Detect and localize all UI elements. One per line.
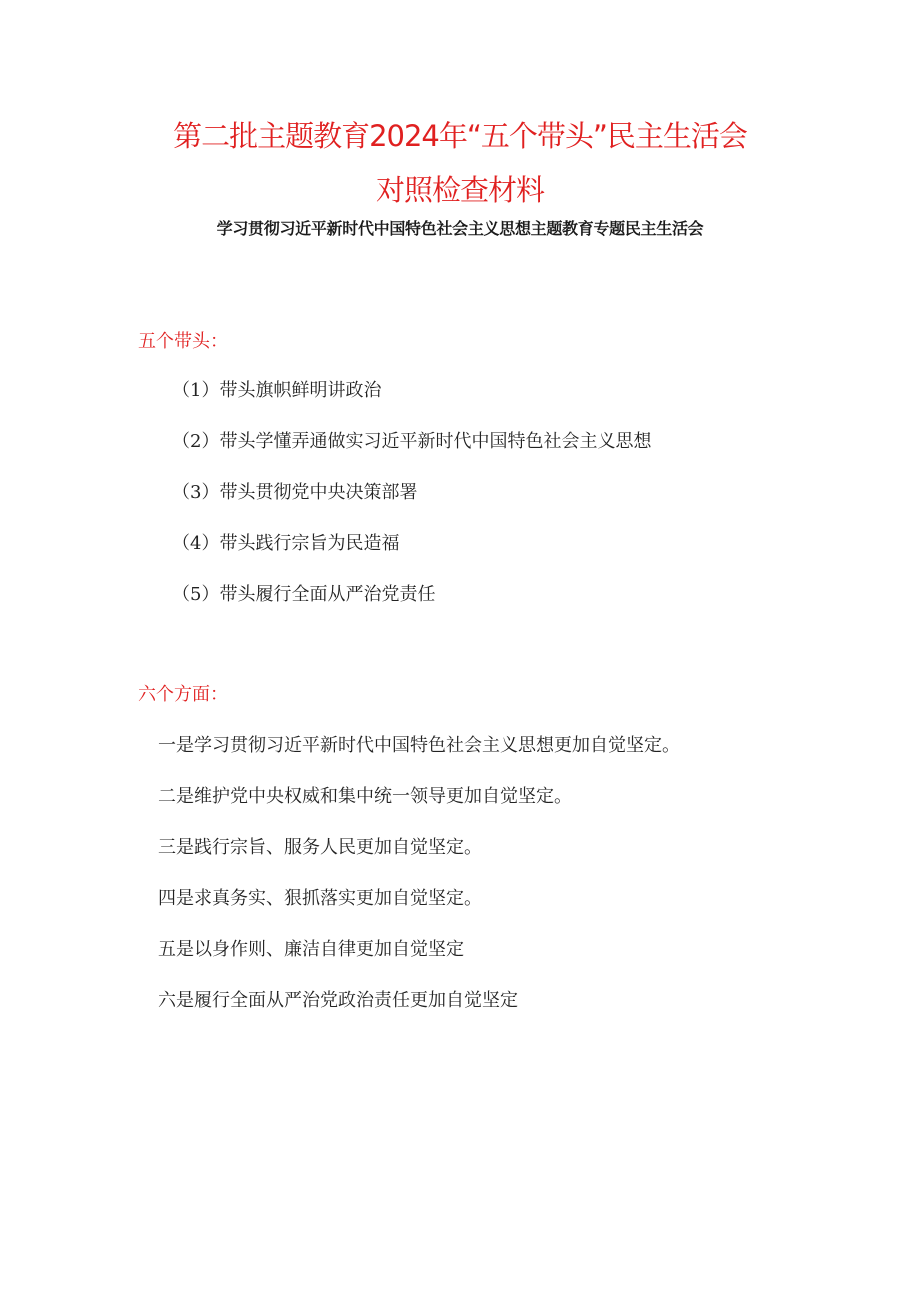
section-heading-five-leads: 五个带头： [138, 331, 228, 352]
aspect-item-2: 二是维护党中央权威和集中统一领导更加自觉坚定。 [158, 786, 572, 807]
aspect-item-5: 五是以身作则、廉洁自律更加自觉坚定 [158, 939, 464, 960]
aspect-item-4: 四是求真务实、狠抓落实更加自觉坚定。 [158, 888, 482, 909]
aspect-item-6: 六是履行全面从严治党政治责任更加自觉坚定 [158, 990, 518, 1011]
document-subtitle: 学习贯彻习近平新时代中国特色社会主义思想主题教育专题民主生活会 [216, 219, 704, 238]
lead-item-3: （3）带头贯彻党中央决策部署 [172, 482, 418, 503]
lead-item-2: （2）带头学懂弄通做实习近平新时代中国特色社会主义思想 [172, 431, 652, 452]
aspect-item-1: 一是学习贯彻习近平新时代中国特色社会主义思想更加自觉坚定。 [158, 735, 680, 756]
document-title-line-2: 对照检查材料 [375, 173, 544, 207]
section-heading-six-aspects: 六个方面： [138, 684, 228, 705]
lead-item-4: （4）带头践行宗旨为民造福 [172, 533, 400, 554]
document-title-line-1: 第二批主题教育2024年“五个带头”民主生活会 [173, 119, 747, 153]
lead-item-1: （1）带头旗帜鲜明讲政治 [172, 380, 382, 401]
lead-item-5: （5）带头履行全面从严治党责任 [172, 584, 436, 605]
aspect-item-3: 三是践行宗旨、服务人民更加自觉坚定。 [158, 837, 482, 858]
